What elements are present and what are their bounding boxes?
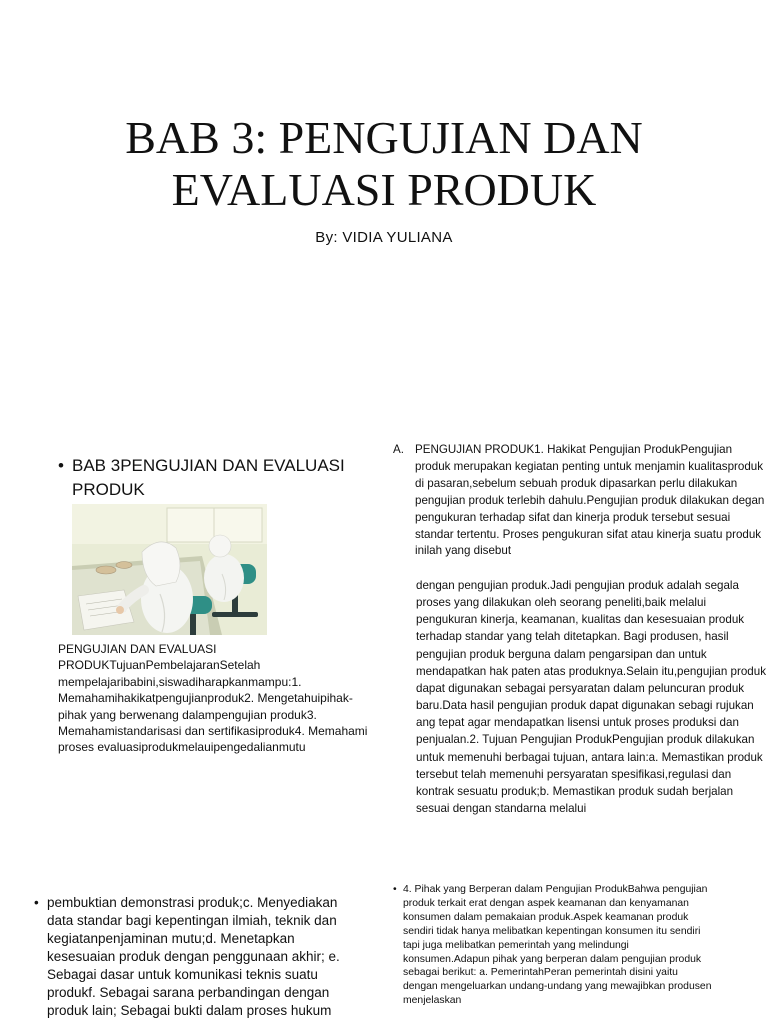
document-title: BAB 3: PENGUJIAN DAN EVALUASI PRODUK (125, 112, 643, 215)
section-heading (58, 454, 378, 502)
bullet: • (58, 456, 64, 475)
bottom-left-text: pembuktian demonstrasi produk;c. Menyediakan data standar bagi kepentingan ilmiah, teknik dan kegiatanpenjaminan mutu;d. Menetapkan kesesuaian produk dengan penggunaan akhir; e. Sebagai dasar untuk komunikasi teknis suatu produkf. Sebagai sarana perbandingan dengan produk lain; Sebagai bukti dalam proses hukum (47, 895, 340, 1018)
section-a-text: PENGUJIAN PRODUK1. Hakikat Pengujian ProdukPengujian produk merupakan kegiatan penting untuk menjamin kualitasproduk di pasaran,sebelum sebuah produk dipasarkan perlu dilakukan pengujian produk terlebih dahulu.Pengujian produk dilakukan degan pengukuran terhadap sifat dan kinerja produk tersebut sesuai standar tertentu. Proses pengukuran sifat atau kinerja suatu produk inilah yang disebut (415, 443, 765, 558)
section-body-text: PENGUJIAN DAN EVALUASI PRODUKTujuanPembelajaranSetelah mempelajaribabini,siswadiharapkanmampu:1. Memahamihakikatpengujianproduk2. Mengetahuipihak-pihak yang berwenang dalampengujian produk3. Memahamistandarisasi dan sertifikasiproduk4. Memahami proses evaluasiprodukmelauipengedalianmutu (58, 642, 368, 755)
list-label: A. (393, 443, 404, 456)
bullet: • (393, 884, 397, 895)
bottom-right-text: 4. Pihak yang Berperan dalam Pengujian ProdukBahwa pengujian produk terkait erat dengan aspek keamanan dan kenyamanan konsumen dalam pemakaian produk.Aspek keamanan produk sendiri tidak hanya melibatkan kepentingan konsumen itu sendiri tapi juga melibatkan pemerintah yang melindungi konsumen.Adapun pihak yang berperan dalam pengujian produk sebagai berikut: a. PemerintahPeran pemerintah disini yaitu dengan mengeluarkan undang-undang yang mewajibkan produsen menjelaskan (403, 884, 712, 1007)
bullet: • (34, 895, 39, 910)
bottom-left-block (34, 894, 364, 1020)
section-heading-text: BAB 3PENGUJIAN DAN EVALUASI PRODUK (72, 456, 345, 499)
section-a-continuation: dengan pengujian produk.Jadi pengujian produk adalah segala proses yang dilakukan oleh seorang peneliti,baik melalui pengukuran kinerja, keamanan, kualitas dan kesesuaian produk terhadap standar yang telah ditetapkan. Bagi produsen, hasil pengujian produk berguna dalam pengarsipan dan untuk mendapatkan hak paten atas produknya.Selain itu,pengujian produk dapat digunakan sebagai persyaratan dalam peluncuran produk baru.Data hasil pengujian produk dapat digunakan sebagi rujukan ang tepat agar mendapatkan lisensi untuk proses produksi dan penjualan.2. Tujuan Pengujian ProdukPengujian produk dilakukan untuk memenuhi berbagai tujuan, antara lain:a. Memastikan produk tersebut telah memenuhi persyaratan spesifikasi,regulasi dan kontrak sesuatu produk;b. Memastikan produk sudah berjalan sesuai dengan standarna melalui (416, 579, 766, 816)
section-a-block (393, 442, 765, 560)
lab-photo-illustration (72, 504, 267, 635)
lab-photo (72, 504, 267, 635)
bottom-right-block (393, 883, 715, 1008)
author-byline: By: VIDIA YULIANA (315, 229, 453, 246)
